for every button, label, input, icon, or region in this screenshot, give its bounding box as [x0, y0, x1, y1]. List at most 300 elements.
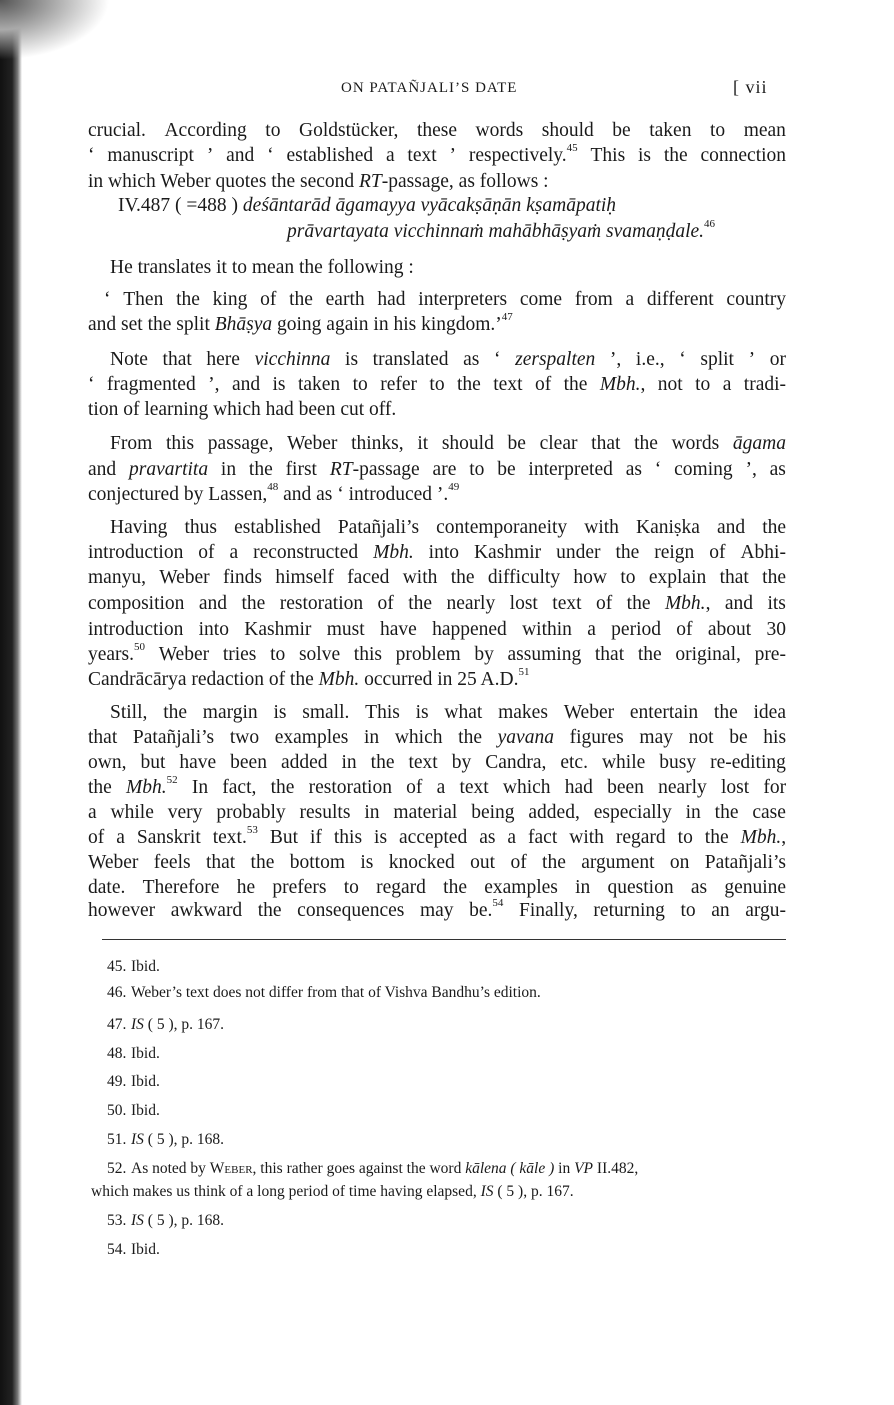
text-run: ’ — [748, 349, 756, 370]
text-run: the — [713, 702, 738, 723]
text-run: crucial. — [88, 120, 146, 141]
word-gap — [726, 541, 741, 565]
text-run: is — [272, 374, 286, 395]
word-gap — [634, 288, 647, 312]
text-run: a — [625, 289, 635, 310]
word-gap — [551, 776, 565, 800]
word-gap — [696, 751, 710, 775]
word-gap — [455, 851, 470, 875]
text-run: to — [469, 459, 485, 480]
word-gap — [456, 144, 469, 168]
text-line — [88, 899, 786, 923]
word-gap — [689, 851, 704, 875]
word-gap — [155, 899, 171, 923]
text-run: years. — [88, 644, 135, 665]
word-gap — [321, 516, 338, 540]
word-gap — [414, 541, 429, 565]
word-gap — [661, 458, 674, 482]
text-run: to — [343, 877, 359, 898]
text-run: to — [270, 644, 286, 665]
word-gap — [256, 643, 270, 667]
text-run: to — [620, 567, 636, 588]
word-gap — [730, 899, 746, 923]
word-gap — [276, 288, 289, 312]
word-gap — [541, 541, 556, 565]
word-gap — [274, 851, 289, 875]
text-run: entertain — [629, 702, 699, 723]
word-gap — [707, 876, 724, 900]
word-gap — [255, 876, 272, 900]
word-gap — [420, 458, 433, 482]
text-run: prefers — [272, 877, 327, 898]
text-run: translated — [372, 349, 449, 370]
word-gap — [619, 516, 636, 540]
word-gap — [286, 701, 302, 725]
word-gap — [260, 373, 272, 397]
word-gap — [358, 348, 373, 372]
footnote-ref: 51 — [518, 666, 530, 678]
footnote-number: 48. — [107, 1045, 127, 1062]
word-gap — [432, 592, 446, 616]
text-line — [88, 144, 786, 168]
word-gap — [612, 592, 626, 616]
text-run: should — [441, 433, 494, 454]
text-line — [88, 119, 786, 143]
footnote-ref: 46 — [704, 218, 716, 230]
text-run: consequences — [297, 900, 405, 921]
text-run: occurred in 25 A.D. — [359, 669, 519, 690]
footnote-number: 46. — [107, 984, 127, 1001]
text-run: text — [493, 374, 523, 395]
word-gap — [639, 541, 654, 565]
text-run: accepted — [399, 827, 468, 848]
text-run: introduction — [88, 619, 184, 640]
text-run: a — [587, 619, 596, 640]
word-gap — [594, 119, 613, 143]
word-gap — [95, 144, 108, 168]
text-run: thinks, — [351, 433, 404, 454]
text-line — [110, 516, 786, 540]
word-gap — [349, 701, 365, 725]
text-run: tries — [222, 644, 257, 665]
text-line — [88, 751, 786, 775]
footnote-ref: 49 — [448, 481, 460, 493]
footnote-continuation — [91, 1182, 771, 1202]
word-gap — [693, 826, 705, 850]
word-gap — [741, 643, 755, 667]
word-gap — [373, 851, 388, 875]
text-run: a — [385, 145, 395, 166]
word-gap — [613, 288, 626, 312]
text-run: in — [364, 727, 380, 748]
text-run: however — [88, 900, 156, 921]
text-run: and set the split — [88, 314, 215, 335]
text-run: ’, — [208, 374, 220, 395]
word-gap — [578, 144, 591, 168]
text-line — [88, 801, 786, 825]
text-run: This — [365, 702, 400, 723]
text-run: the — [542, 852, 566, 873]
word-gap — [280, 119, 299, 143]
word-gap — [725, 119, 744, 143]
word-gap — [448, 348, 463, 372]
text-run: question — [607, 877, 674, 898]
text-run: of — [260, 289, 277, 310]
word-gap — [285, 643, 299, 667]
italic-text: pravartita — [128, 459, 209, 480]
word-gap — [328, 751, 342, 775]
text-run: Patañjali’s — [132, 727, 215, 748]
text-run: and — [231, 374, 261, 395]
word-gap — [714, 726, 730, 750]
text-run: under — [556, 542, 601, 563]
text-run: -passage, as follows : — [381, 171, 549, 192]
text-run: what — [444, 702, 483, 723]
text-run: probably — [216, 802, 286, 823]
italic-text: IS — [131, 1016, 144, 1033]
word-gap — [445, 776, 459, 800]
text-run: , — [781, 827, 787, 848]
text-run: in — [364, 802, 380, 823]
italic-text: kālena ( kāle ) — [465, 1160, 555, 1177]
text-run: on — [669, 852, 690, 873]
text-line — [88, 483, 786, 507]
word-gap — [258, 701, 274, 725]
word-gap — [482, 726, 498, 750]
text-run: passage, — [207, 433, 274, 454]
text-run: case — [752, 802, 786, 823]
text-run: IV.487 ( =488 ) — [118, 195, 243, 216]
text-run: with — [584, 517, 619, 538]
word-gap — [707, 776, 721, 800]
word-gap — [400, 701, 416, 725]
word-gap — [178, 776, 192, 800]
word-gap — [216, 751, 230, 775]
text-run: introduction — [88, 542, 184, 563]
text-run: added, — [528, 802, 580, 823]
word-gap — [398, 119, 417, 143]
text-run: of — [709, 542, 726, 563]
text-run: ( 5 ), p. 168. — [143, 1131, 224, 1148]
word-gap — [208, 776, 222, 800]
word-gap — [613, 458, 626, 482]
text-run: According — [164, 120, 247, 141]
text-run: king — [212, 289, 248, 310]
word-gap — [373, 144, 386, 168]
text-run: Weber — [158, 644, 210, 665]
text-run: lost — [509, 593, 538, 614]
word-gap — [636, 566, 649, 590]
text-run: a — [722, 374, 732, 395]
word-gap — [311, 618, 326, 642]
text-run: mean — [743, 120, 786, 141]
text-run: to — [352, 374, 368, 395]
word-gap — [566, 851, 581, 875]
text-run: Therefore — [142, 877, 220, 898]
text-run: Candrācārya redaction of the — [88, 669, 319, 690]
text-run: the — [563, 374, 588, 395]
text-run: to — [265, 120, 281, 141]
text-run: established — [234, 517, 321, 538]
text-run: and — [88, 459, 117, 480]
italic-text: IS — [480, 1183, 494, 1200]
text-run: fact, — [222, 777, 257, 798]
text-run: tion of learning which had been cut off. — [88, 399, 397, 420]
word-gap — [454, 899, 470, 923]
word-gap — [417, 618, 432, 642]
word-gap — [429, 701, 445, 725]
text-run: split — [700, 349, 734, 370]
text-line — [110, 256, 786, 280]
word-gap — [523, 119, 542, 143]
text-run: returning — [593, 900, 665, 921]
word-gap — [357, 751, 371, 775]
text-run: of — [406, 777, 423, 798]
text-run: Candra, — [485, 752, 547, 773]
text-run: Having — [110, 517, 168, 538]
text-run: the — [615, 542, 640, 563]
text-run: difficulty — [487, 567, 561, 588]
word-gap — [461, 643, 475, 667]
word-gap — [359, 876, 376, 900]
word-gap — [187, 701, 203, 725]
word-gap — [326, 876, 343, 900]
word-gap — [691, 119, 710, 143]
text-run: figures — [569, 727, 624, 748]
text-run: ( 5 ), p. 167. — [493, 1183, 574, 1200]
word-gap — [184, 592, 198, 616]
text-run: ‘ — [104, 289, 111, 310]
word-gap — [572, 618, 587, 642]
text-line — [88, 458, 786, 482]
text-run: solve — [298, 644, 341, 665]
text-run: been — [230, 752, 267, 773]
text-run: text — [552, 593, 582, 614]
word-gap — [404, 899, 420, 923]
word-gap — [146, 119, 165, 143]
word-gap — [614, 701, 630, 725]
text-run: and — [198, 593, 228, 614]
word-gap — [267, 751, 281, 775]
word-gap — [426, 876, 443, 900]
text-run: regard — [615, 827, 666, 848]
word-gap — [706, 566, 719, 590]
text-run: it — [417, 433, 429, 454]
word-gap — [642, 458, 655, 482]
text-run: that — [88, 727, 118, 748]
word-gap — [674, 876, 691, 900]
text-run: From — [110, 433, 153, 454]
word-gap — [593, 776, 607, 800]
word-gap — [112, 776, 126, 800]
text-run: be — [729, 727, 748, 748]
text-run: in which Weber quotes the second — [88, 171, 360, 192]
word-gap — [495, 592, 509, 616]
text-run: a — [88, 802, 97, 823]
word-gap — [380, 801, 394, 825]
text-run: Finally, — [518, 900, 578, 921]
text-run: within — [522, 619, 572, 640]
word-gap — [422, 776, 436, 800]
word-gap — [745, 516, 762, 540]
word-gap — [738, 701, 754, 725]
word-gap — [693, 618, 708, 642]
text-run: knocked — [388, 852, 455, 873]
word-gap — [494, 643, 508, 667]
text-run: argu- — [745, 900, 787, 921]
text-run: the — [450, 567, 475, 588]
text-line — [88, 398, 786, 422]
text-run: be — [507, 433, 526, 454]
text-run: an — [711, 900, 730, 921]
text-line — [88, 851, 786, 875]
text-run: happened — [432, 619, 507, 640]
text-run: with — [569, 827, 604, 848]
word-gap — [236, 458, 249, 482]
text-run: into — [198, 619, 229, 640]
word-gap — [229, 618, 244, 642]
text-run: Note — [110, 349, 148, 370]
word-gap — [125, 876, 142, 900]
text-run: come — [519, 289, 563, 310]
word-gap — [262, 566, 275, 590]
footnote-ref: 53 — [246, 824, 258, 836]
text-run: taken — [297, 374, 341, 395]
text-run: his — [763, 727, 787, 748]
text-run: etc. — [560, 752, 588, 773]
word-gap — [516, 458, 529, 482]
word-gap — [148, 348, 163, 372]
text-run: but — [140, 752, 166, 773]
text-run: re-editing — [710, 752, 786, 773]
word-gap — [578, 899, 594, 923]
text-run: manyu, — [88, 567, 146, 588]
italic-text: āgama — [732, 433, 787, 454]
word-gap — [467, 876, 484, 900]
text-run: Ibid. — [131, 1241, 160, 1258]
text-run: the — [289, 289, 313, 310]
text-run: the — [241, 593, 266, 614]
word-gap — [242, 899, 258, 923]
word-gap — [484, 458, 497, 482]
word-gap — [751, 618, 766, 642]
word-gap — [701, 801, 715, 825]
text-line — [104, 288, 786, 312]
word-gap — [194, 432, 208, 456]
italic-text: RT — [329, 459, 353, 480]
word-gap — [116, 458, 129, 482]
word-gap — [340, 643, 354, 667]
italic-text: IS — [131, 1212, 144, 1229]
text-run: not — [688, 727, 714, 748]
word-gap — [607, 566, 620, 590]
word-gap — [554, 726, 570, 750]
text-run: examples — [274, 727, 349, 748]
word-gap — [457, 119, 476, 143]
word-gap — [406, 288, 419, 312]
text-run: first — [285, 459, 317, 480]
text-run: of — [595, 593, 613, 614]
text-line — [88, 776, 786, 800]
word-gap — [322, 826, 334, 850]
italic-text: IS — [131, 1131, 144, 1148]
word-gap — [210, 566, 223, 590]
text-run: this — [333, 827, 363, 848]
text-run: finds — [223, 567, 263, 588]
text-run: text — [459, 777, 489, 798]
text-run: for — [763, 777, 787, 798]
word-gap — [696, 899, 712, 923]
word-gap — [183, 618, 198, 642]
word-gap — [738, 801, 752, 825]
text-run: very — [167, 802, 203, 823]
word-gap — [362, 826, 374, 850]
text-run: as — [690, 877, 708, 898]
text-line — [287, 220, 786, 244]
text-run: lost — [720, 777, 750, 798]
word-gap — [298, 826, 310, 850]
text-run: which — [502, 777, 551, 798]
text-run: date. — [88, 877, 126, 898]
text-run: Kaniṣka — [636, 517, 700, 538]
text-run: nearly — [658, 777, 707, 798]
text-run: ‘ — [654, 459, 662, 480]
text-run: own, — [88, 752, 127, 773]
text-run: text — [408, 752, 438, 773]
word-gap — [348, 726, 364, 750]
word-gap — [577, 432, 591, 456]
footnote-number: 47. — [107, 1016, 127, 1033]
text-run: the — [704, 827, 729, 848]
footnote-number: 54. — [107, 1241, 127, 1258]
text-run: to — [710, 120, 726, 141]
text-run: a — [229, 542, 239, 563]
word-gap — [340, 373, 352, 397]
word-gap — [729, 826, 741, 850]
text-run: text. — [212, 827, 247, 848]
word-gap — [152, 432, 166, 456]
text-run: are — [432, 459, 457, 480]
word-gap — [217, 516, 234, 540]
word-gap — [546, 751, 560, 775]
text-run: as — [479, 827, 496, 848]
text-run: awkward — [170, 900, 243, 921]
word-gap — [582, 592, 596, 616]
text-run: II.482, — [593, 1160, 639, 1177]
text-run: is — [360, 852, 374, 873]
word-gap — [734, 348, 749, 372]
text-run: This — [590, 145, 626, 166]
text-line — [88, 876, 786, 900]
text-run: Weber — [563, 702, 615, 723]
text-run: fact — [528, 827, 558, 848]
text-run: problem — [395, 644, 461, 665]
word-gap — [600, 541, 615, 565]
text-run: this — [165, 433, 195, 454]
word-gap — [209, 643, 223, 667]
text-run: the — [176, 289, 200, 310]
word-gap — [282, 899, 298, 923]
text-line — [88, 373, 786, 397]
word-gap — [389, 566, 402, 590]
italic-text: Bhāṣya — [214, 314, 273, 335]
text-run: in — [575, 877, 591, 898]
word-gap — [200, 288, 213, 312]
word-gap — [624, 643, 638, 667]
text-run: a — [116, 827, 125, 848]
text-run: regard — [376, 877, 426, 898]
text-line — [88, 592, 786, 616]
